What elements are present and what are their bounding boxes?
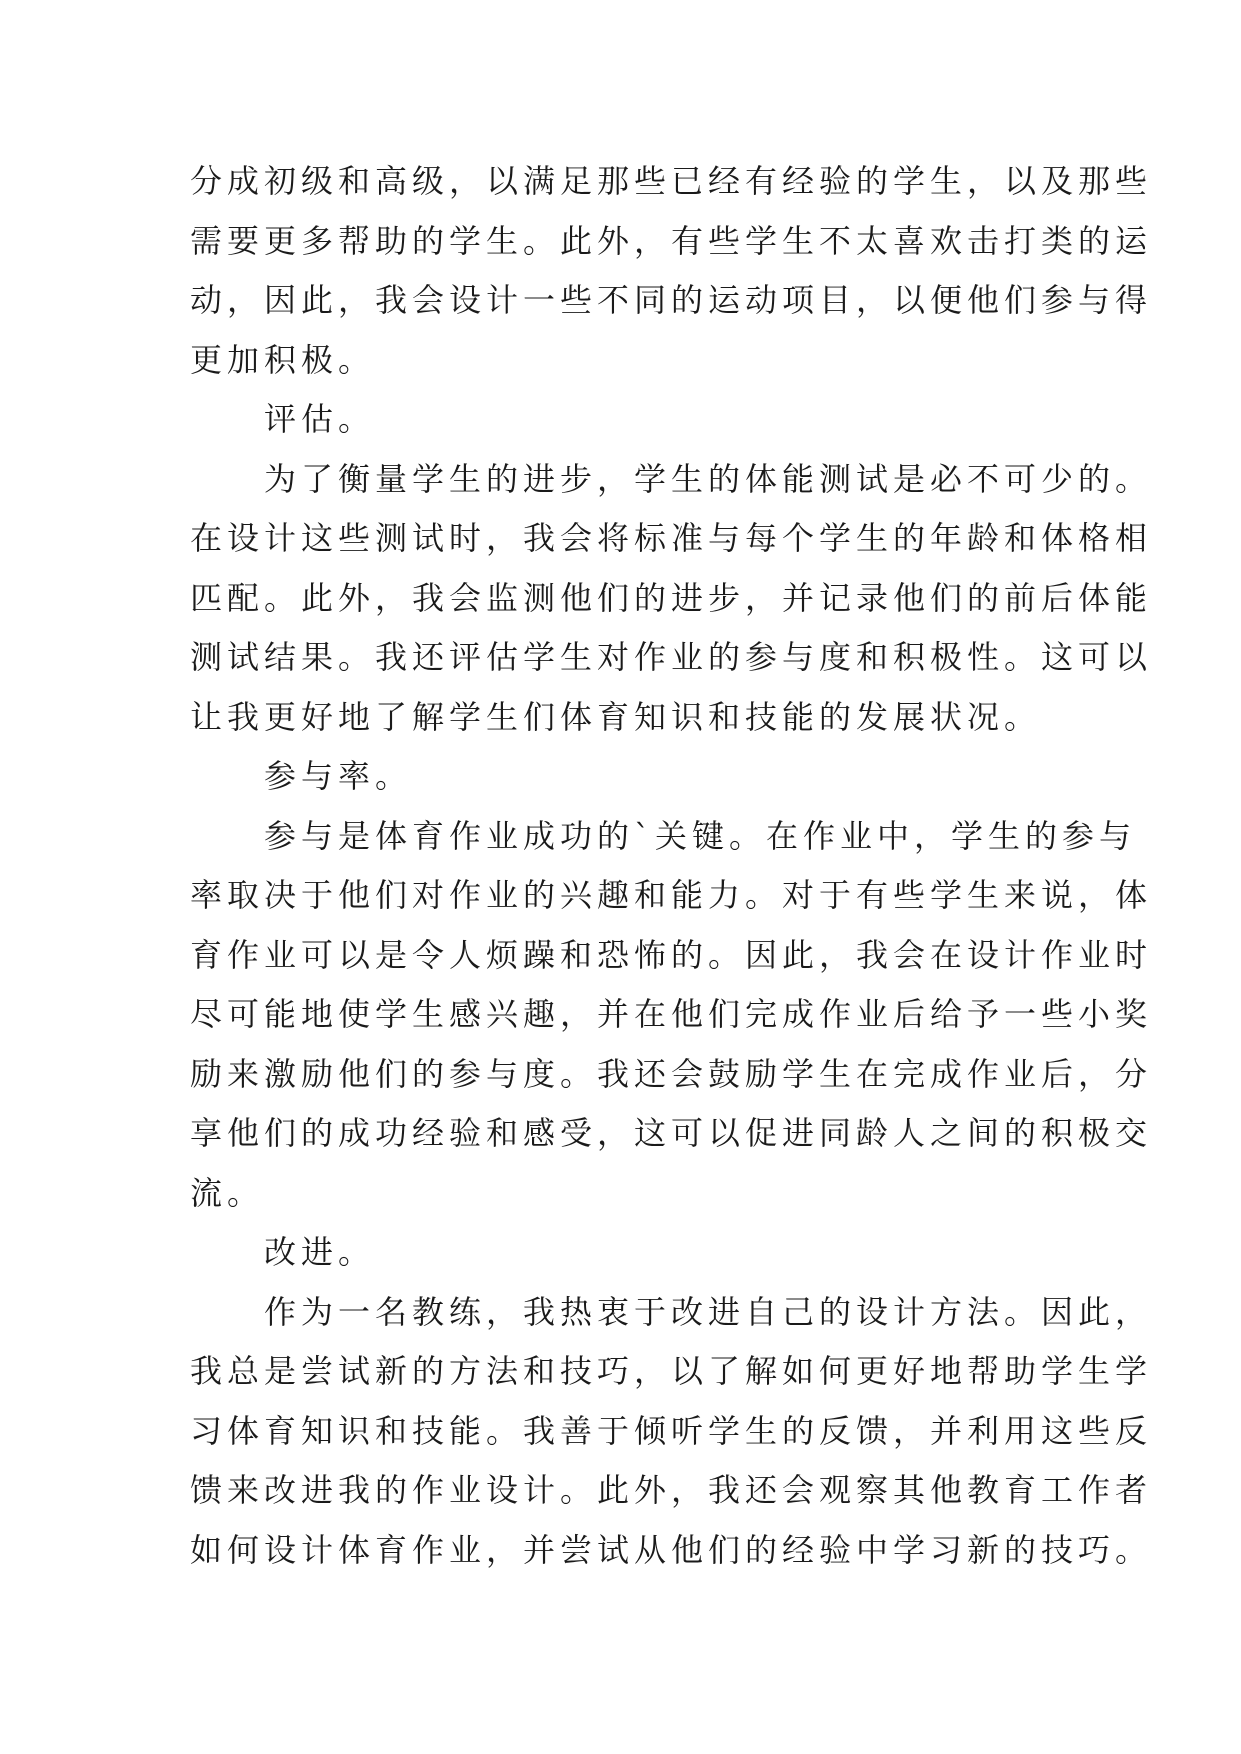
text-line: 作为一名教练，我热衷于改进自己的设计方法。因此， <box>190 1292 1153 1331</box>
text-line: 测试结果。我还评估学生对作业的参与度和积极性。这可以 <box>190 638 1153 676</box>
text-line: 让我更好地了解学生们体育知识和技能的发展状况。 <box>190 697 1042 736</box>
text-line: 尽可能地使学生感兴趣，并在他们完成作业后给予一些小奖 <box>190 995 1153 1033</box>
text-line: 享他们的成功经验和感受，这可以促进同龄人之间的积极交 <box>190 1114 1153 1152</box>
text-line: 励来激励他们的参与度。我还会鼓励学生在完成作业后，分 <box>190 1054 1153 1093</box>
text-line: 参与是体育作业成功的`关键。在作业中，学生的参与 <box>190 816 1137 855</box>
section-heading-improvement: 改进。 <box>190 1233 376 1271</box>
text-line: 流。 <box>190 1173 265 1212</box>
text-line: 如何设计体育作业，并尝试从他们的经验中学习新的技巧。 <box>190 1530 1153 1569</box>
text-line: 习体育知识和技能。我善于倾听学生的反馈，并利用这些反 <box>190 1411 1153 1450</box>
text-line: 我总是尝试新的方法和技巧，以了解如何更好地帮助学生学 <box>190 1352 1153 1390</box>
text-line: 率取决于他们对作业的兴趣和能力。对于有些学生来说，体 <box>190 876 1153 914</box>
section-heading-participation: 参与率。 <box>190 757 413 795</box>
document-body <box>190 152 1153 1580</box>
text-line: 需要更多帮助的学生。此外，有些学生不太喜欢击打类的运 <box>190 221 1153 260</box>
text-line: 为了衡量学生的进步，学生的体能测试是必不可少的。 <box>190 459 1153 498</box>
text-line: 育作业可以是令人烦躁和恐怖的。因此，我会在设计作业时 <box>190 935 1153 974</box>
text-line: 在设计这些测试时，我会将标准与每个学生的年龄和体格相 <box>190 519 1153 557</box>
text-line: 馈来改进我的作业设计。此外，我还会观察其他教育工作者 <box>190 1471 1153 1509</box>
text-line: 分成初级和高级，以满足那些已经有经验的学生，以及那些 <box>190 162 1153 200</box>
text-line: 更加积极。 <box>190 340 376 379</box>
text-line: 匹配。此外，我会监测他们的进步，并记录他们的前后体能 <box>190 578 1153 617</box>
text-line: 动，因此，我会设计一些不同的运动项目，以便他们参与得 <box>190 281 1153 319</box>
section-heading-evaluation: 评估。 <box>190 400 376 438</box>
